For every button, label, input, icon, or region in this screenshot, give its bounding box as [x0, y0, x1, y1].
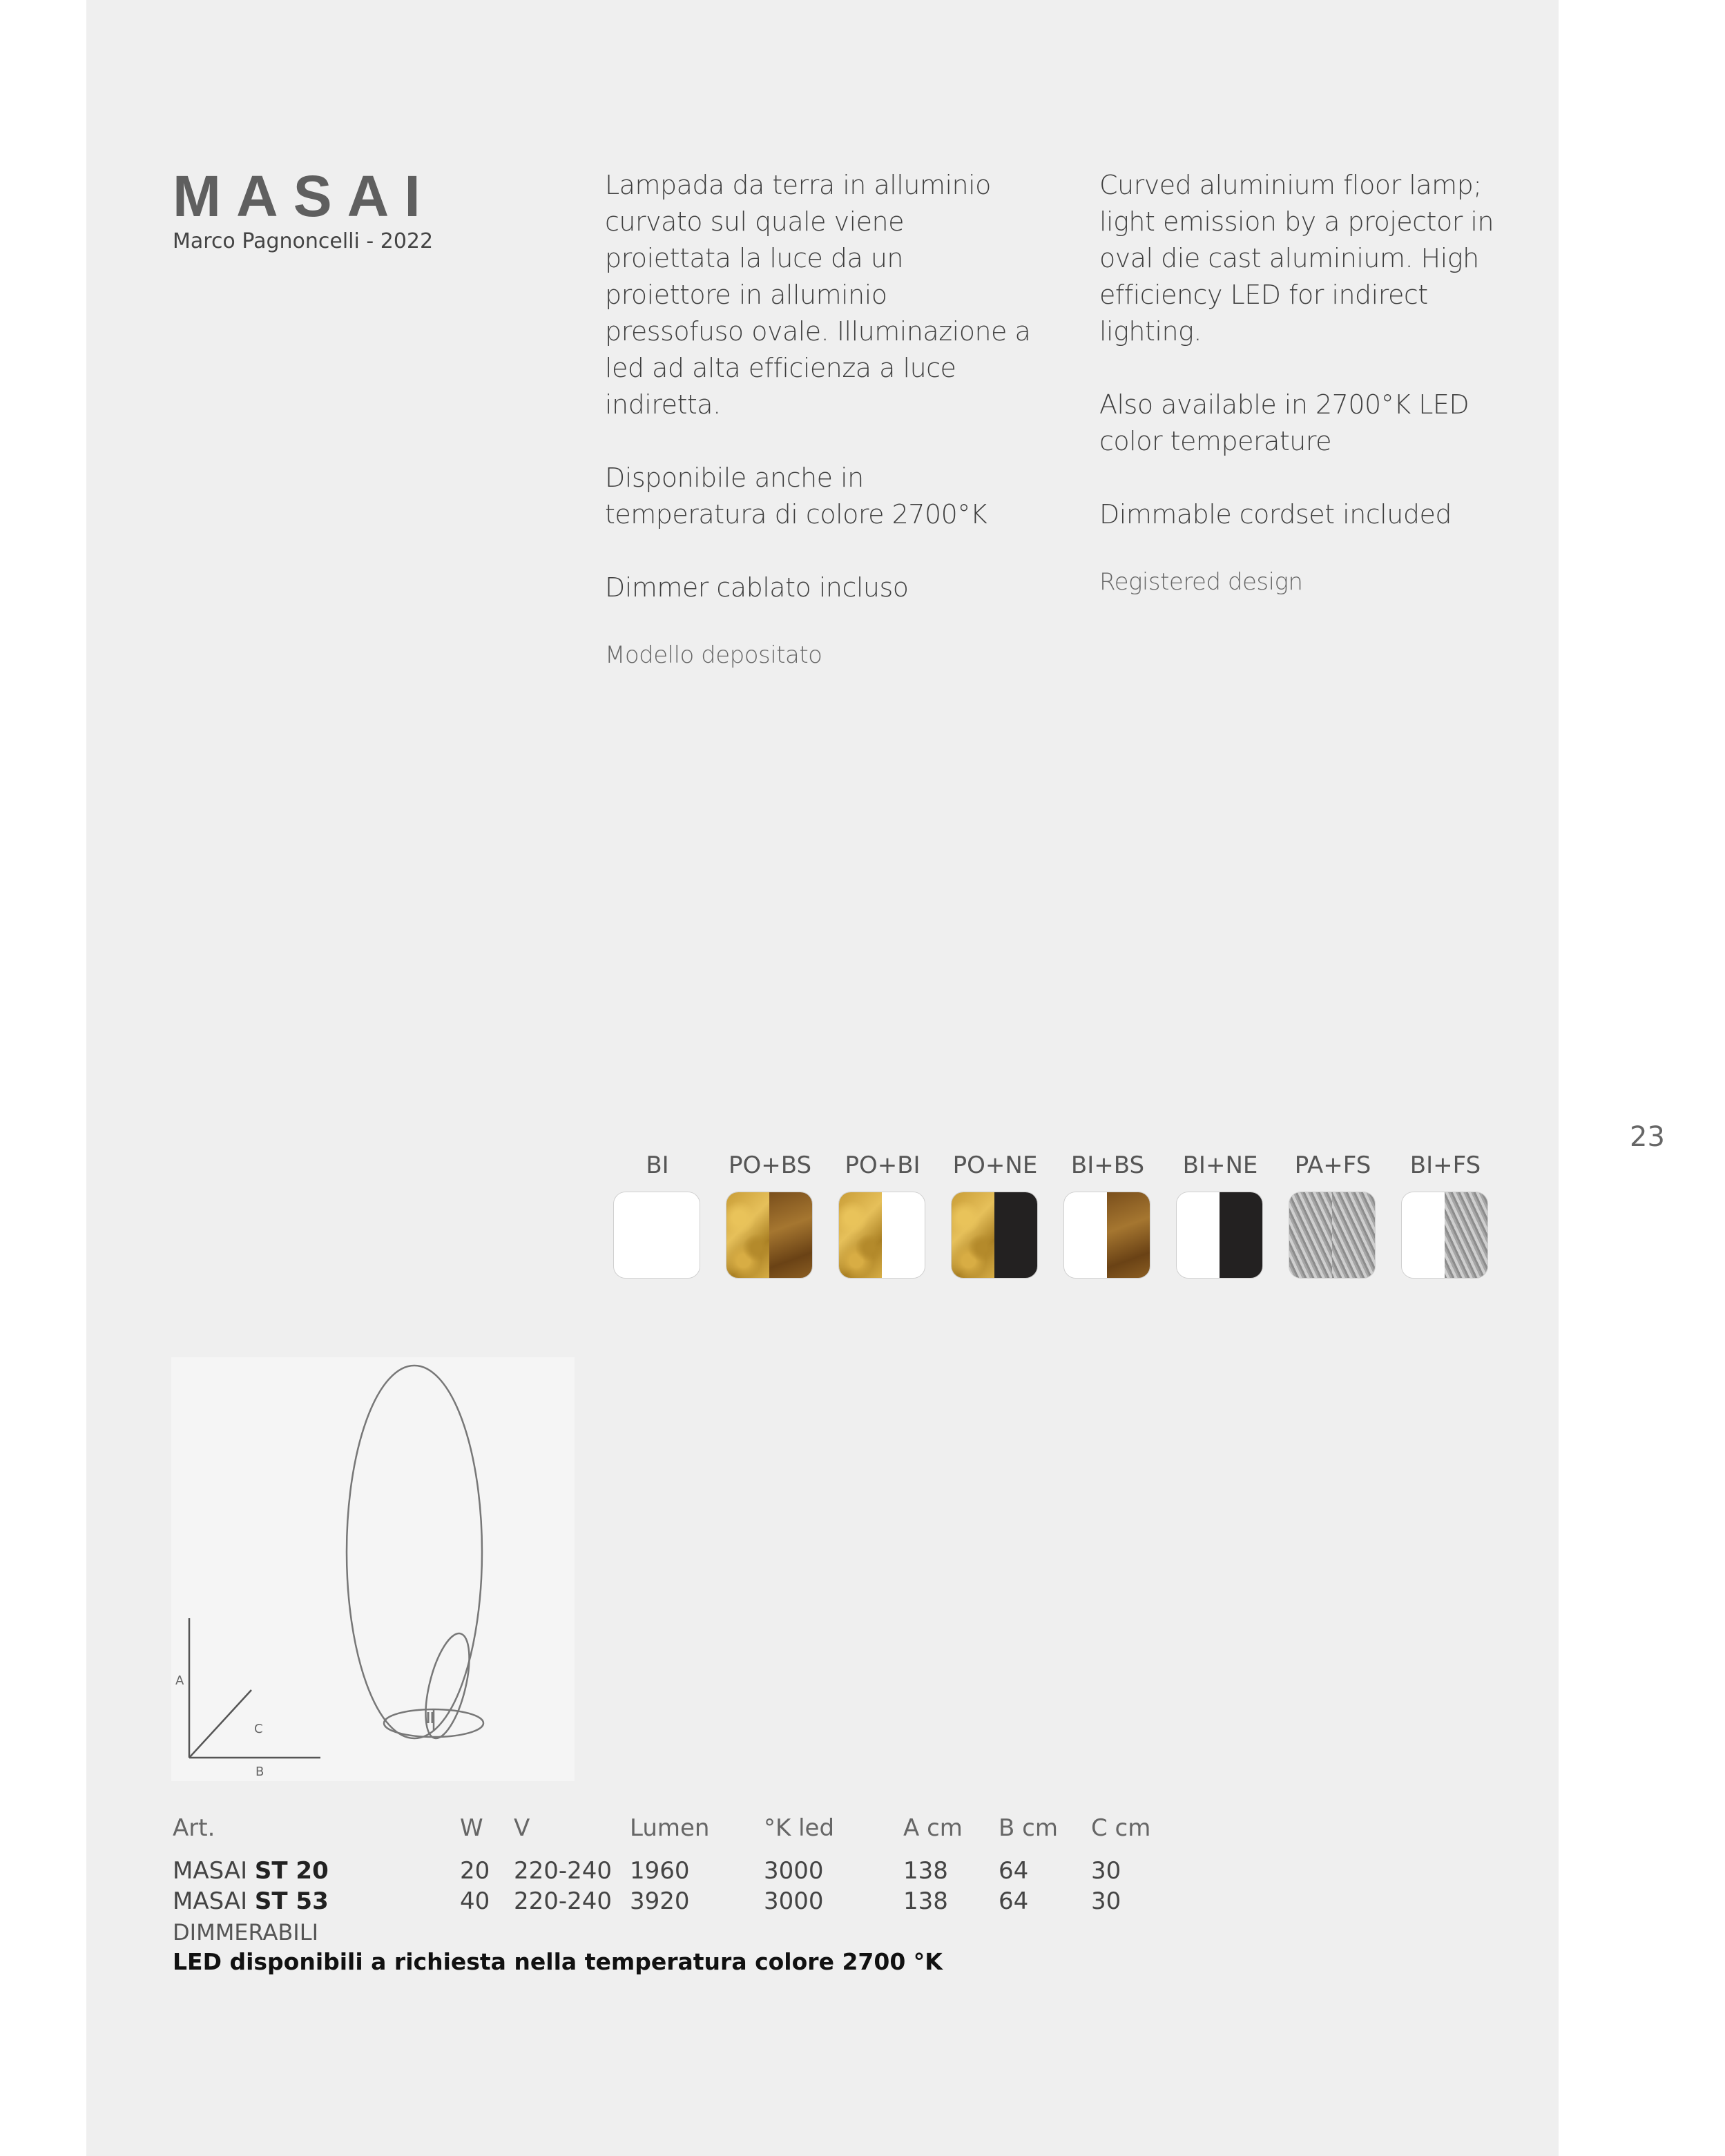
- col-header-a: A cm: [903, 1814, 963, 1842]
- col-header-c: C cm: [1091, 1814, 1151, 1842]
- v-cell: 220-240: [514, 1887, 613, 1915]
- finish-swatch: [1289, 1192, 1376, 1279]
- finish-label: BI+BS: [1070, 1152, 1145, 1179]
- finish-option[interactable]: [726, 1152, 814, 1279]
- description-paragraph: Disponibile anche in temperatura di colore 2700°K: [605, 463, 987, 530]
- axis-label-b: B: [256, 1765, 264, 1779]
- swatch-left: [1177, 1192, 1220, 1278]
- description-paragraph: Also available in 2700°K LED color temperature: [1099, 389, 1469, 456]
- swatch-left: [614, 1192, 657, 1278]
- col-header-kelvin: °K led: [764, 1814, 835, 1842]
- technical-drawing: [171, 1357, 575, 1781]
- led-availability-note: LED disponibili a richiesta nella temperatura colore 2700 °K: [173, 1948, 943, 1975]
- finish-option[interactable]: [838, 1152, 927, 1279]
- swatch-right: [1220, 1192, 1262, 1278]
- lamp-oval-frame: [347, 1366, 482, 1738]
- col-header-b: B cm: [999, 1814, 1058, 1842]
- col-header-v: V: [514, 1814, 530, 1842]
- lamp-drawing-icon: [171, 1357, 575, 1781]
- finish-swatch: [1063, 1192, 1150, 1279]
- table-row: [173, 1857, 1121, 1887]
- c-cell: 30: [1091, 1887, 1121, 1915]
- a-cell: 138: [903, 1887, 948, 1915]
- finish-option[interactable]: [1289, 1152, 1377, 1279]
- swatch-right: [657, 1192, 700, 1278]
- col-header-w: W: [460, 1814, 483, 1842]
- description-italian: [605, 167, 1033, 710]
- designer-credit: Marco Pagnoncelli - 2022: [173, 229, 434, 253]
- registered-design-note: Registered design: [1099, 568, 1303, 596]
- kelvin-cell: 3000: [764, 1857, 824, 1885]
- b-cell: 64: [999, 1887, 1029, 1915]
- product-title: MASAI: [173, 164, 436, 229]
- finish-option[interactable]: [1401, 1152, 1490, 1279]
- swatch-right: [1332, 1192, 1375, 1278]
- col-header-lumen: Lumen: [630, 1814, 710, 1842]
- finish-swatch: [1176, 1192, 1263, 1279]
- art-cell: MASAI ST 53: [173, 1887, 329, 1915]
- finish-swatch: [1401, 1192, 1488, 1279]
- a-cell: 138: [903, 1857, 948, 1885]
- col-header-art: Art.: [173, 1814, 215, 1842]
- axis-label-c: C: [254, 1722, 263, 1736]
- spec-table: [173, 1814, 1151, 1975]
- finish-option[interactable]: [951, 1152, 1039, 1279]
- swatch-right: [1107, 1192, 1150, 1278]
- w-cell: 40: [460, 1887, 490, 1915]
- swatch-left: [839, 1192, 882, 1278]
- description-paragraph: Lampada da terra in alluminio curvato sul quale viene proiettata la luce da un proiettore in alluminio pressofuso ovale. Illuminazione a led ad alta efficienza a luce indiretta.: [605, 170, 1031, 420]
- finish-swatch: [726, 1192, 813, 1279]
- art-cell: MASAI ST 20: [173, 1857, 329, 1885]
- finish-label: PO+NE: [952, 1152, 1038, 1179]
- table-row: [173, 1887, 1121, 1918]
- finish-label: BI+FS: [1409, 1152, 1481, 1179]
- w-cell: 20: [460, 1857, 490, 1885]
- finish-label: PO+BI: [845, 1152, 921, 1179]
- axis-icon: [189, 1618, 320, 1758]
- finish-option[interactable]: [1063, 1152, 1152, 1279]
- swatch-right: [1445, 1192, 1487, 1278]
- registered-design-note: Modello depositato: [605, 641, 822, 669]
- swatch-left: [1402, 1192, 1445, 1278]
- swatch-left: [952, 1192, 994, 1278]
- lumen-cell: 3920: [630, 1887, 690, 1915]
- description-english: [1099, 167, 1528, 637]
- lamp-projector: [417, 1629, 478, 1742]
- description-paragraph: Curved aluminium floor lamp; light emission by a projector in oval die cast aluminium. High efficiency LED for indirect lighting.: [1099, 170, 1494, 347]
- finish-swatch: [951, 1192, 1038, 1279]
- finish-label: BI+NE: [1182, 1152, 1258, 1179]
- swatch-right: [882, 1192, 925, 1278]
- finish-option[interactable]: [613, 1152, 702, 1279]
- finish-option[interactable]: [1176, 1152, 1264, 1279]
- finish-label: PO+BS: [728, 1152, 812, 1179]
- spec-header-row: [173, 1814, 1151, 1845]
- kelvin-cell: 3000: [764, 1887, 824, 1915]
- swatch-left: [1289, 1192, 1332, 1278]
- c-cell: 30: [1091, 1857, 1121, 1885]
- finish-label: PA+FS: [1294, 1152, 1371, 1179]
- description-paragraph: Dimmer cablato incluso: [605, 572, 909, 603]
- b-cell: 64: [999, 1857, 1029, 1885]
- swatch-right: [769, 1192, 812, 1278]
- finish-label: BI: [646, 1152, 669, 1179]
- v-cell: 220-240: [514, 1857, 613, 1885]
- swatch-right: [994, 1192, 1037, 1278]
- finish-swatch: [838, 1192, 925, 1279]
- lumen-cell: 1960: [630, 1857, 690, 1885]
- dimmer-note: DIMMERABILI: [173, 1919, 318, 1945]
- finish-swatches: [613, 1152, 1490, 1279]
- swatch-left: [1064, 1192, 1107, 1278]
- axis-label-a: A: [175, 1673, 184, 1688]
- description-paragraph: Dimmable cordset included: [1099, 499, 1452, 530]
- page-number: 23: [1630, 1121, 1665, 1153]
- finish-swatch: [613, 1192, 700, 1279]
- swatch-left: [726, 1192, 769, 1278]
